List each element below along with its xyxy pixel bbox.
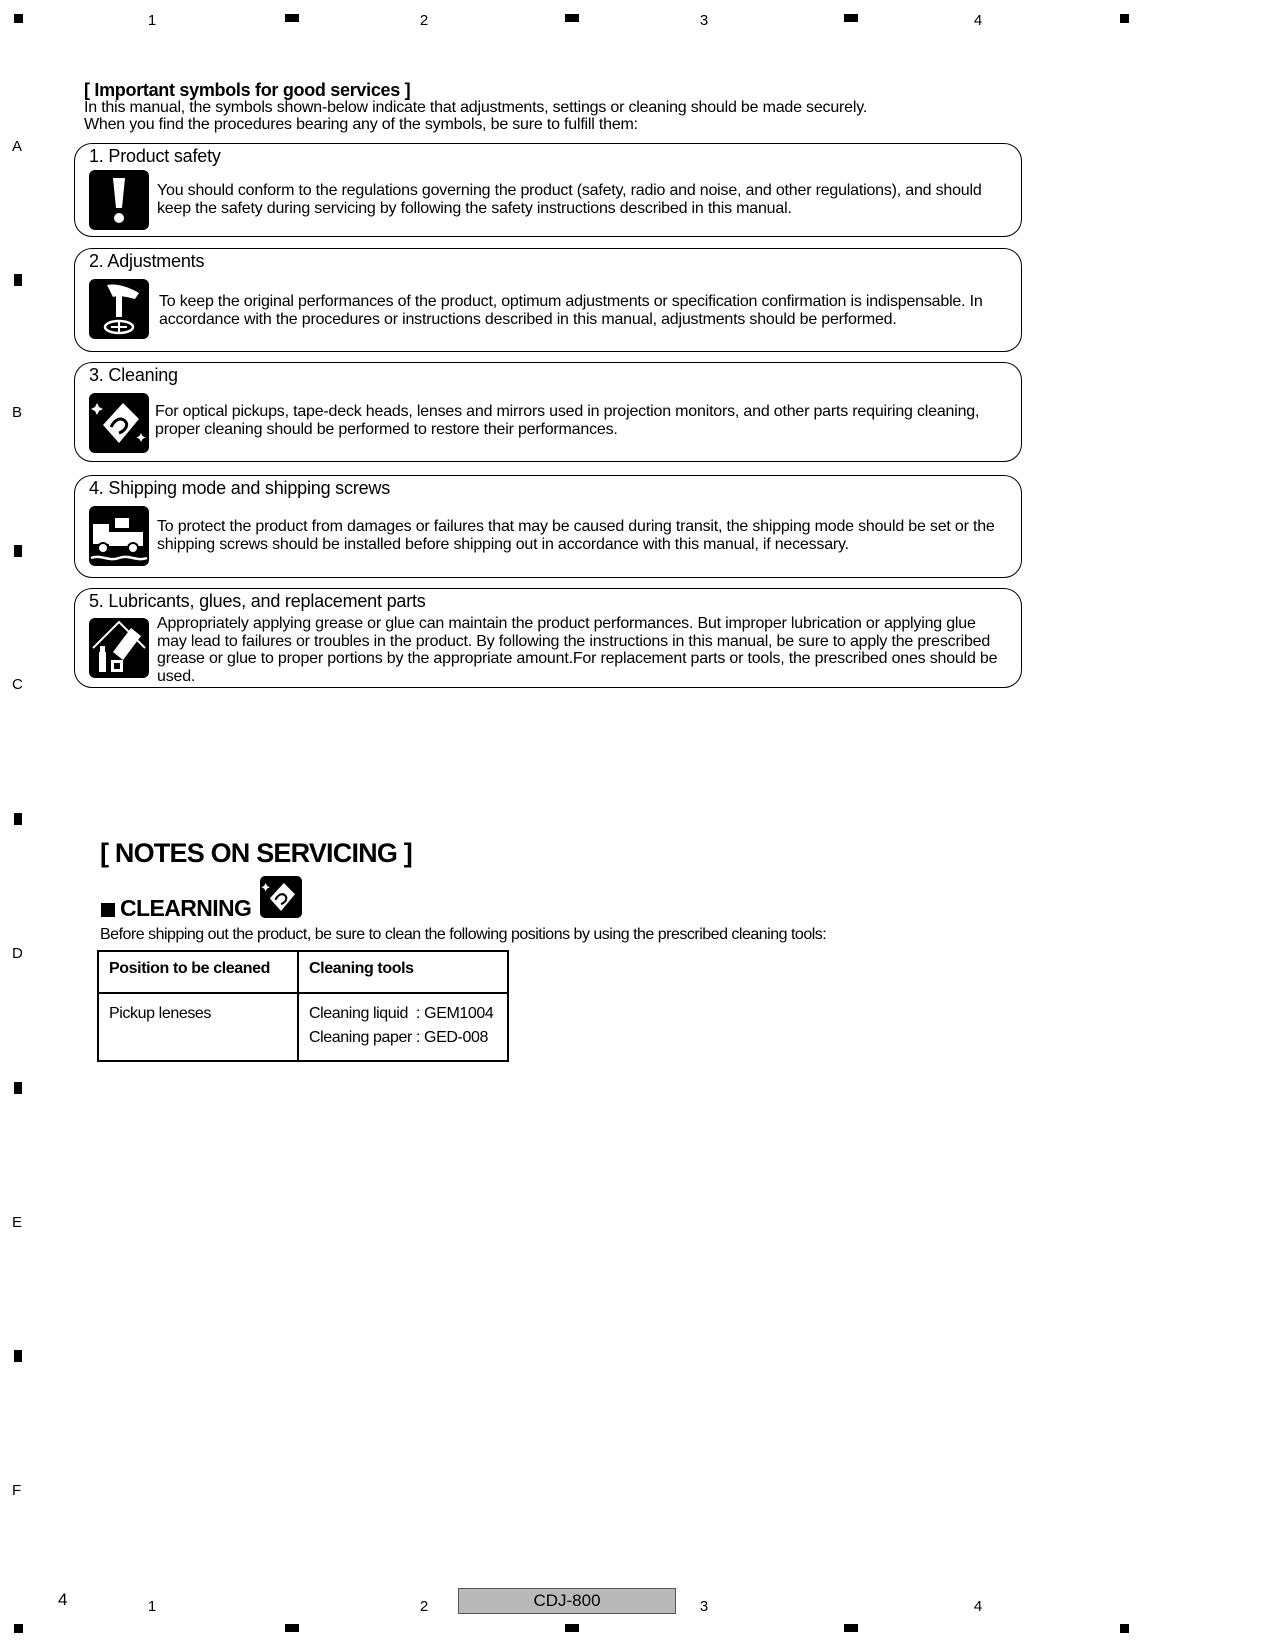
column-divider-mark: [285, 1624, 299, 1632]
cleaning-section-heading: CLEARNING: [120, 895, 252, 921]
symbol-box-title: 2. Adjustments: [89, 251, 205, 271]
corner-mark: [14, 1624, 23, 1633]
row-divider-mark: [14, 1350, 22, 1362]
row-divider-mark: [14, 545, 22, 557]
table-header: Position to be cleaned: [98, 951, 298, 993]
symbol-box-title: 5. Lubricants, glues, and replacement parts: [89, 591, 426, 611]
column-divider-mark: [844, 14, 858, 22]
symbol-box-text: To protect the product from damages or failures that may be caused during transit, the shipping mode should be set or the shipping screws should be installed before shipping out in accordance with this manual, if necessary.: [157, 518, 995, 553]
row-letter-f: F: [12, 1482, 22, 1499]
screwdriver-adjustment-icon: [89, 279, 149, 339]
column-divider-mark: [565, 14, 579, 22]
symbol-box-adjustments: [74, 248, 1022, 352]
table-row: [98, 993, 508, 1061]
row-letter-b: B: [12, 404, 23, 421]
model-name-badge: CDJ-800: [458, 1588, 676, 1614]
cleaning-table: [97, 950, 509, 1062]
symbol-box-shipping: [74, 475, 1022, 578]
symbol-box-cleaning: [74, 362, 1022, 462]
corner-mark: [14, 14, 23, 23]
column-number-1: 1: [147, 1598, 157, 1615]
symbol-box-text: You should conform to the regulations governing the product (safety, radio and noise, and other regulations), and should keep the safety during servicing by following the safety instructions described in this manual.: [157, 182, 982, 217]
symbol-box-title: 1. Product safety: [89, 146, 221, 166]
table-header-row: [98, 951, 508, 993]
column-number-2: 2: [419, 1598, 429, 1615]
notes-on-servicing-title: [ NOTES ON SERVICING ]: [100, 838, 412, 868]
tool-line: Cleaning paper : GED-008: [309, 1029, 488, 1046]
symbols-intro-line-2: When you find the procedures bearing any of the symbols, be sure to fulfill them:: [84, 116, 638, 133]
column-number-4: 4: [973, 1598, 983, 1615]
row-letter-e: E: [12, 1214, 23, 1231]
row-letter-a: A: [12, 138, 23, 155]
column-number-4: 4: [973, 12, 983, 29]
row-divider-mark: [14, 813, 22, 825]
cleaning-cloth-icon: [89, 393, 149, 453]
symbol-box-text: For optical pickups, tape-deck heads, lenses and mirrors used in projection monitors, and other parts requiring cleaning, proper cleaning should be performed to restore their performances.: [155, 403, 980, 438]
column-divider-mark: [285, 14, 299, 22]
symbol-box-text: To keep the original performances of the product, optimum adjustments or specification confirmation is indispensable. In accordance with the procedures or instructions described in this manual, adjustments should be performed.: [159, 293, 983, 328]
page-number: 4: [58, 1590, 68, 1609]
table-cell-position: Pickup leneses: [98, 993, 298, 1061]
symbol-box-title: 4. Shipping mode and shipping screws: [89, 478, 390, 498]
column-divider-mark: [565, 1624, 579, 1632]
table-cell-tools: [298, 993, 508, 1061]
column-number-1: 1: [147, 12, 157, 29]
corner-mark: [1120, 1624, 1129, 1633]
row-letter-c: C: [12, 676, 23, 693]
symbol-box-lubricants: [74, 588, 1022, 688]
exclamation-icon: [89, 170, 149, 230]
column-number-3: 3: [699, 1598, 709, 1615]
column-divider-mark: [844, 1624, 858, 1632]
row-divider-mark: [14, 1082, 22, 1094]
row-letter-d: D: [12, 945, 23, 962]
cleaning-cloth-icon: [260, 876, 302, 918]
symbols-intro-line-1: In this manual, the symbols shown-below indicate that adjustments, settings or cleaning should be made securely.: [84, 99, 868, 116]
symbol-box-text: Appropriately applying grease or glue can maintain the product performances. But improper lubrication or applying glue may lead to failures or troubles in the product. By following the instructions in this manual, be sure to apply the prescribed grease or glue to proper portions by the appropriate amount.For replacement parts or tools, the prescribed ones should be used.: [157, 615, 998, 685]
row-divider-mark: [14, 274, 22, 286]
corner-mark: [1120, 14, 1129, 23]
column-number-3: 3: [699, 12, 709, 29]
symbol-box-product-safety: [74, 143, 1022, 237]
table-header: Cleaning tools: [298, 951, 508, 993]
symbol-box-title: 3. Cleaning: [89, 365, 178, 385]
shipping-truck-icon: [89, 506, 149, 566]
tool-line: Cleaning liquid : GEM1004: [309, 1005, 494, 1022]
symbols-title: [ Important symbols for good services ]: [84, 80, 411, 100]
section-bullet: [101, 903, 115, 917]
column-number-2: 2: [419, 12, 429, 29]
cleaning-intro-text: Before shipping out the product, be sure to clean the following positions by using the prescribed cleaning tools:: [100, 926, 827, 943]
lubricant-tube-icon: [89, 618, 149, 678]
